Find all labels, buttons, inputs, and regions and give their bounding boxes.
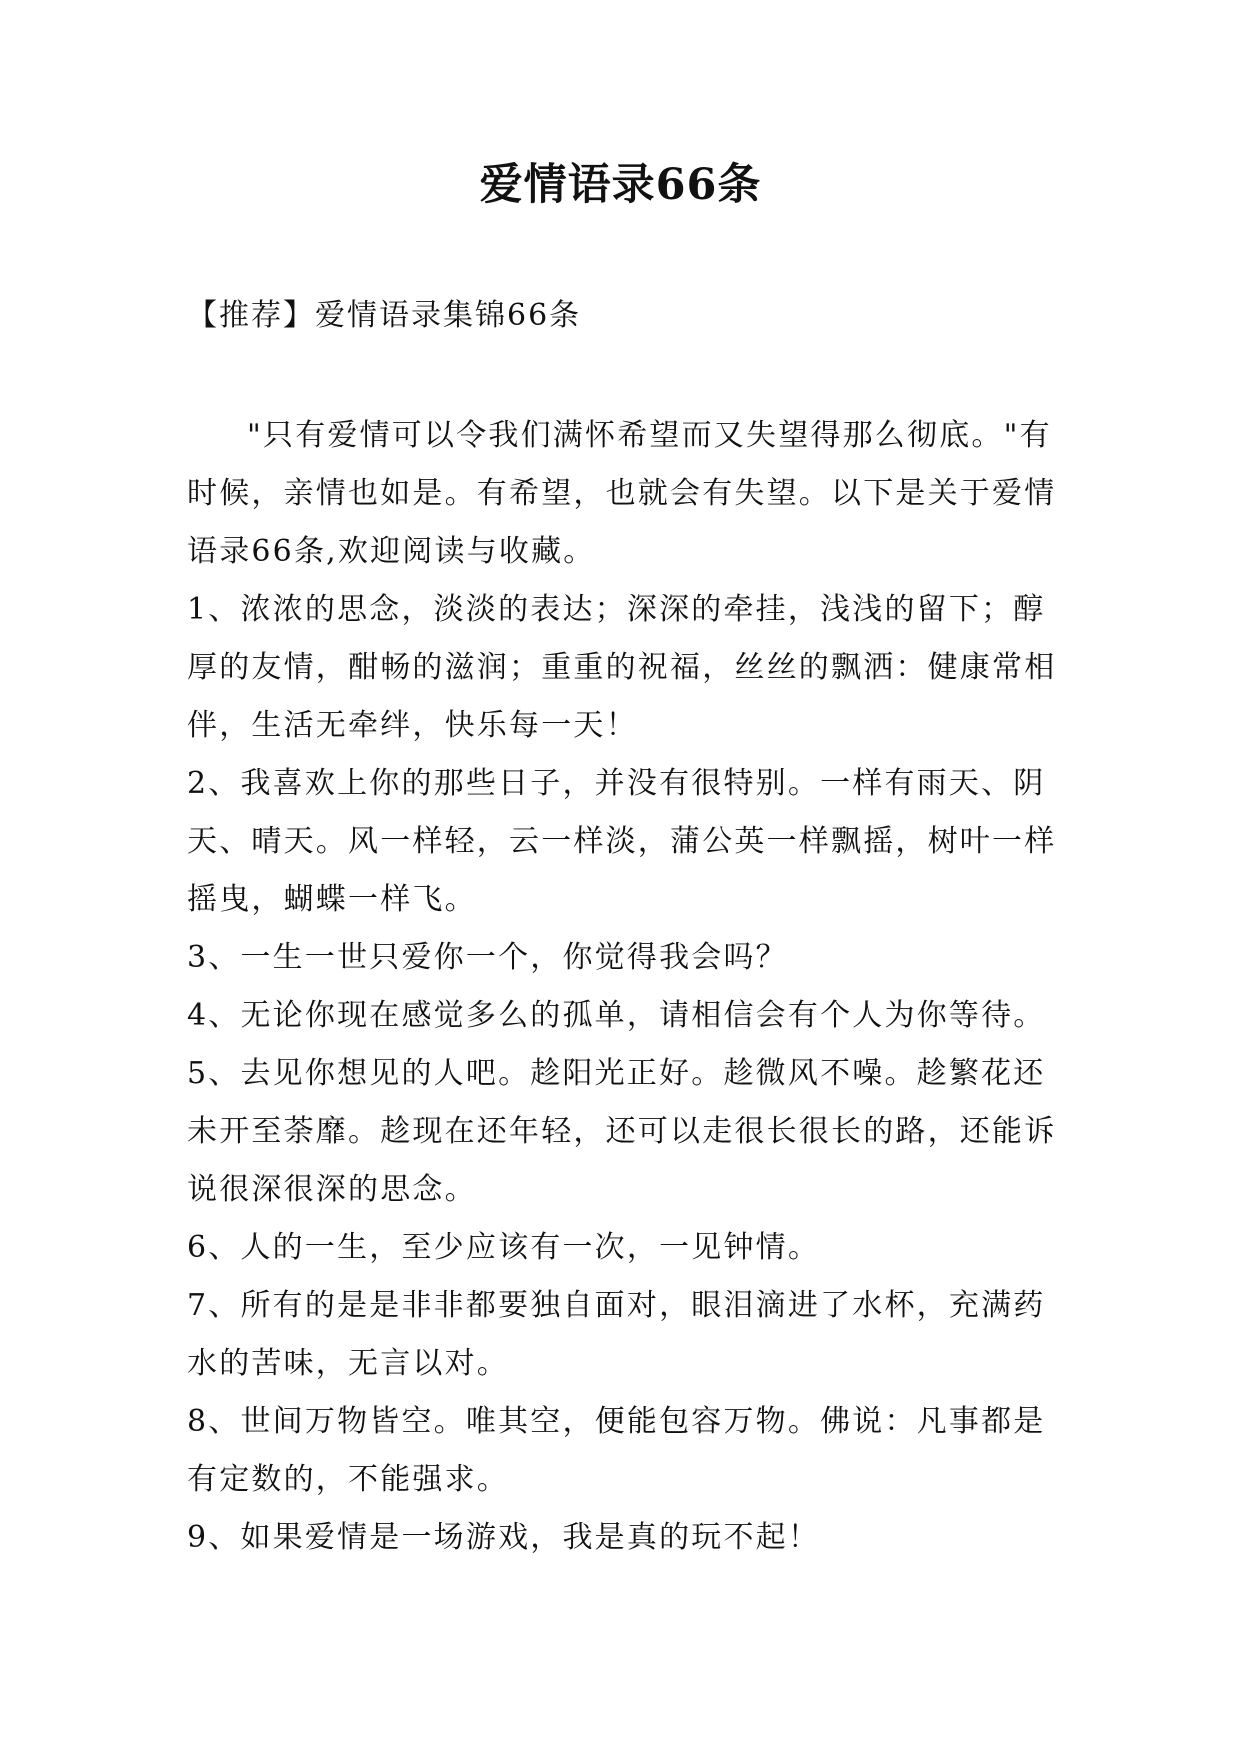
list-item: 4、无论你现在感觉多么的孤单，请相信会有个人为你等待。: [187, 998, 1046, 1033]
list-item: 2、我喜欢上你的那些日子，并没有很特别。一样有雨天、阴天、晴天。风一样轻，云一样淡，蒲公英一样飘摇，树叶一样摇曳，蝴蝶一样飞。: [187, 766, 1057, 917]
list-item: 5、去见你想见的人吧。趁阳光正好。趁微风不噪。趁繁花还未开至荼靡。趁现在还年轻，还可以走很长很长的路，还能诉说很深很深的思念。: [187, 1056, 1057, 1207]
document-subtitle: 【推荐】爱情语录集锦66条: [187, 298, 582, 333]
list-item: 3、一生一世只爱你一个，你觉得我会吗？: [187, 940, 788, 975]
list-item: 9、如果爱情是一场游戏，我是真的玩不起！: [187, 1520, 821, 1555]
document-body: [187, 407, 1067, 1567]
list-item: 8、世间万物皆空。唯其空，便能包容万物。佛说：凡事都是有定数的，不能强求。: [187, 1404, 1046, 1497]
document-title: 爱情语录66条: [479, 160, 762, 210]
list-item: 1、浓浓的思念，淡淡的表达；深深的牵挂，浅浅的留下；醇厚的友情，酣畅的滋润；重重的祝福，丝丝的飘洒：健康常相伴，生活无牵绊，快乐每一天！: [187, 592, 1057, 743]
list-item: 6、人的一生，至少应该有一次，一见钟情。: [187, 1230, 821, 1265]
list-item: 7、所有的是是非非都要独自面对，眼泪滴进了水杯，充满药水的苦味，无言以对。: [187, 1288, 1046, 1381]
intro-paragraph: "只有爱情可以令我们满怀希望而又失望得那么彻底。"有时候，亲情也如是。有希望，也就会有失望。以下是关于爱情语录66条,欢迎阅读与收藏。: [187, 418, 1057, 569]
